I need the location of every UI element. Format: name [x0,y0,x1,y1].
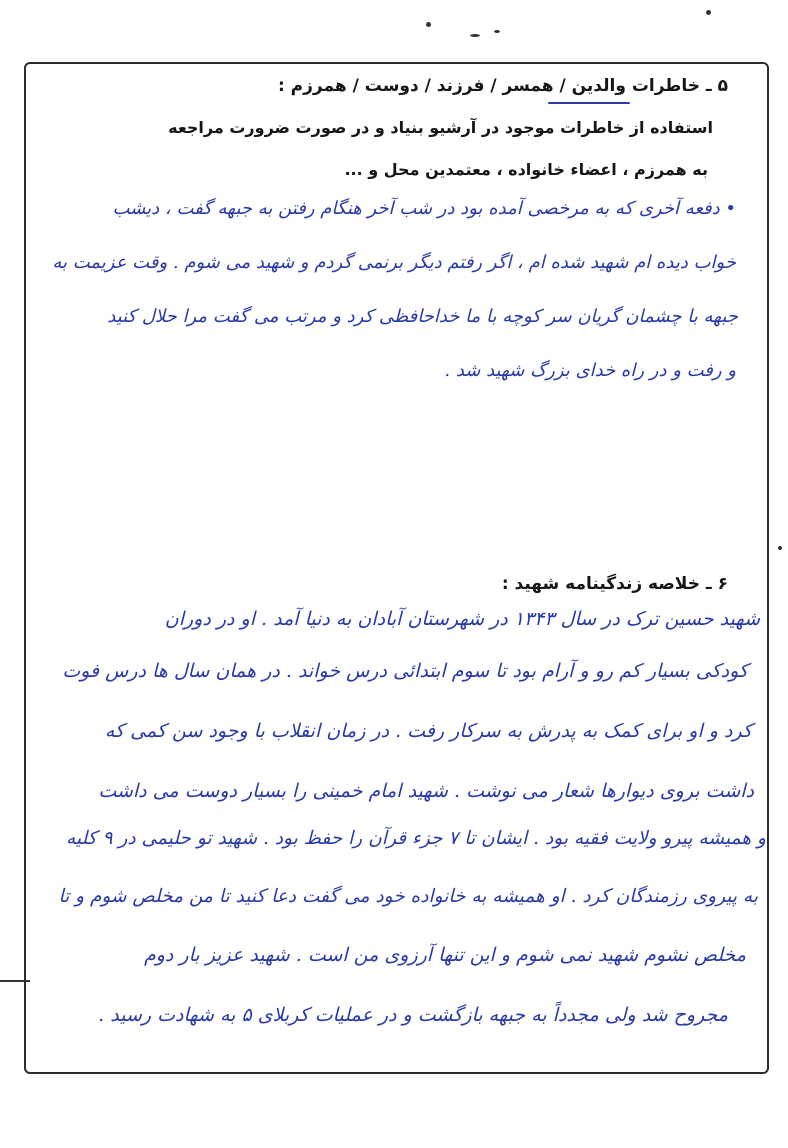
biography-line-5: و همیشه پیرو ولایت فقیه بود . ایشان تا ۷ جزء قرآن را حفظ بود . شهید تو حلیمی در ۹ کلیه [66,828,766,849]
memory-line-4: و رفت و در راه خدای بزرگ شهید شد . [444,360,736,381]
biography-line-4: داشت بروی دیوارها شعار می نوشت . شهید امام خمینی را بسیار دوست می داشت [98,780,754,802]
scan-speck [470,34,480,37]
margin-mark [0,980,30,982]
section-5-instruction-line-1: استفاده از خاطرات موجود در آرشیو بنیاد و در صورت ضرورت مراجعه [168,118,713,137]
scan-speck [426,22,431,27]
biography-line-3: کرد و او برای کمک به پدرش به سرکار رفت . در زمان انقلاب با وجود سن کمی که [104,720,752,742]
section-6-heading: ۶ ـ خلاصه زندگینامه شهید : [501,574,728,594]
heading-underline [548,102,630,104]
biography-line-6: به پیروی رزمندگان کرد . او همیشه به خانواده خود می گفت دعا کنید تا من مخلص شوم و تا [58,886,758,907]
biography-line-1: شهید حسین ترک در سال ۱۳۴۳ در شهرستان آبادان به دنیا آمد . او در دوران [164,608,760,630]
memory-line-1: • دفعه آخری که به مرخصی آمده بود در شب آخر هنگام رفتن به جبهه گفت ، دیشب [112,198,736,219]
biography-line-8: مجروح شد ولی مجدداً به جبهه بازگشت و در عملیات کربلای ۵ به شهادت رسید . [98,1004,728,1026]
biography-line-7: مخلص نشوم شهید نمی شوم و این تنها آرزوی من است . شهید عزیز بار دوم [143,944,746,966]
scan-speck [494,30,500,33]
scan-speck [706,10,711,15]
biography-line-2: کودکی بسیار کم رو و آرام بود تا سوم ابتدائی درس خواند . در همان سال ها درس فوت [62,660,748,682]
memory-line-3: جبهه با چشمان گریان سر کوچه با ما خداحافظی کرد و مرتب می گفت مرا حلال کنید [107,306,738,327]
scan-speck [778,546,782,550]
memory-line-2: خواب دیده ام شهید شده ام ، اگر رفتم دیگر برنمی گردم و شهید می شوم . وقت عزیمت به [52,252,736,273]
section-5-heading: ۵ ـ خاطرات والدین / همسر / فرزند / دوست / همرزم : [277,76,728,96]
section-5-instruction-line-2: به همرزم ، اعضاء خانواده ، معتمدین محل و ... [344,160,708,179]
